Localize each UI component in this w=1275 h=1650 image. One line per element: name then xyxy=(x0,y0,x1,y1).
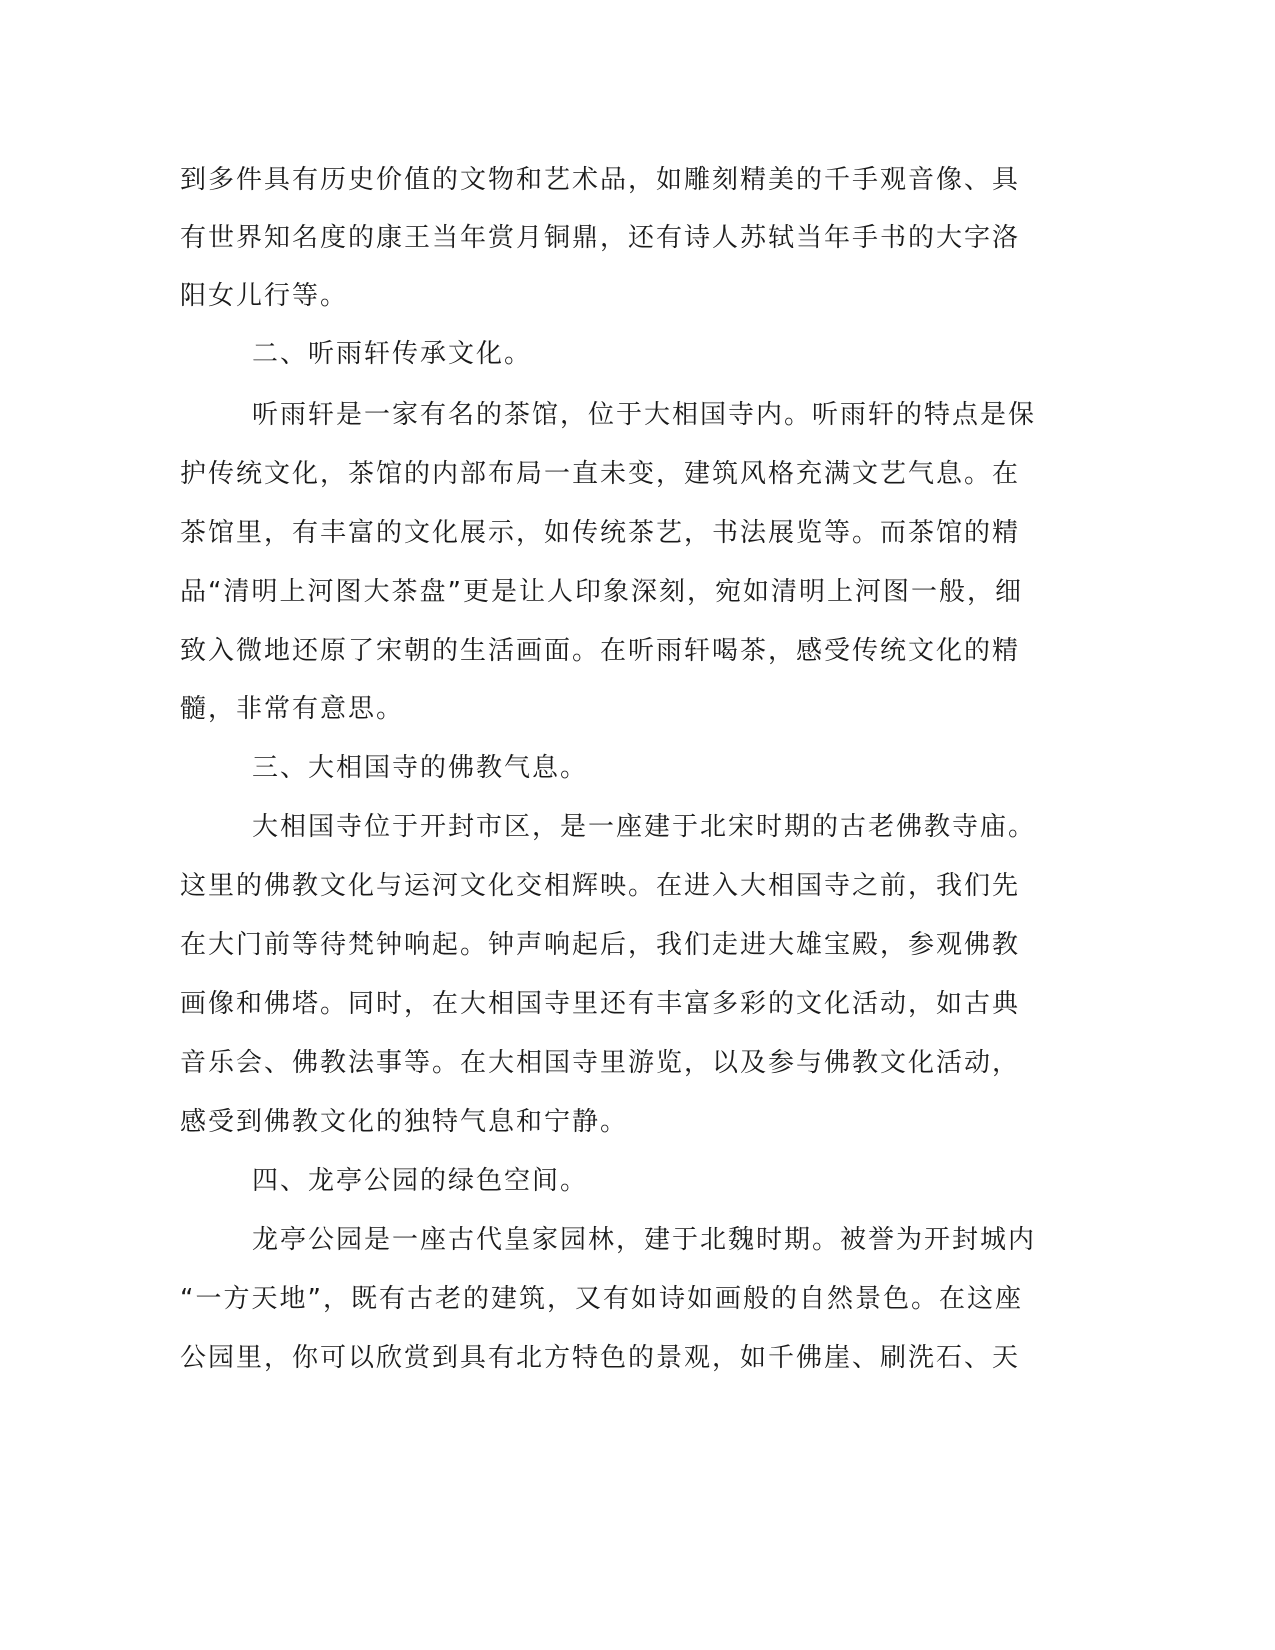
paragraph-line: 感受到佛教文化的独特气息和宁静。 xyxy=(180,1107,629,1137)
paragraph-line: 听雨轩是一家有名的茶馆，位于大相国寺内。听雨轩的特点是保 xyxy=(252,400,1037,430)
paragraph-line: 画像和佛塔。同时，在大相国寺里还有丰富多彩的文化活动，如古典 xyxy=(180,989,1021,1019)
paragraph-line: 音乐会、佛教法事等。在大相国寺里游览，以及参与佛教文化活动， xyxy=(180,1048,1021,1078)
paragraph-line: 致入微地还原了宋朝的生活画面。在听雨轩喝茶，感受传统文化的精 xyxy=(180,636,1021,666)
section-heading: 三、大相国寺的佛教气息。 xyxy=(252,753,589,783)
paragraph-line: 护传统文化，茶馆的内部布局一直未变，建筑风格充满文艺气息。在 xyxy=(180,459,1021,489)
paragraph-line: 阳女儿行等。 xyxy=(180,281,349,311)
paragraph-line: 品“清明上河图大茶盘”更是让人印象深刻，宛如清明上河图一般，细 xyxy=(180,577,1023,607)
paragraph-line: “一方天地”，既有古老的建筑，又有如诗如画般的自然景色。在这座 xyxy=(180,1284,1023,1314)
section-heading: 二、听雨轩传承文化。 xyxy=(252,339,533,369)
paragraph-line: 在大门前等待梵钟响起。钟声响起后，我们走进大雄宝殿，参观佛教 xyxy=(180,930,1021,960)
paragraph-line: 公园里，你可以欣赏到具有北方特色的景观，如千佛崖、刷洗石、天 xyxy=(180,1343,1021,1373)
paragraph-line: 到多件具有历史价值的文物和艺术品，如雕刻精美的千手观音像、具 xyxy=(180,165,1021,195)
paragraph-line: 这里的佛教文化与运河文化交相辉映。在进入大相国寺之前，我们先 xyxy=(180,871,1021,901)
paragraph-line: 茶馆里，有丰富的文化展示，如传统茶艺，书法展览等。而茶馆的精 xyxy=(180,518,1021,548)
paragraph-line: 髓，非常有意思。 xyxy=(180,694,405,724)
paragraph-line: 大相国寺位于开封市区，是一座建于北宋时期的古老佛教寺庙。 xyxy=(252,812,1037,842)
paragraph-line: 有世界知名度的康王当年赏月铜鼎，还有诗人苏轼当年手书的大字洛 xyxy=(180,223,1021,253)
section-heading: 四、龙亭公园的绿色空间。 xyxy=(252,1166,589,1196)
paragraph-line: 龙亭公园是一座古代皇家园林，建于北魏时期。被誉为开封城内 xyxy=(252,1225,1037,1255)
